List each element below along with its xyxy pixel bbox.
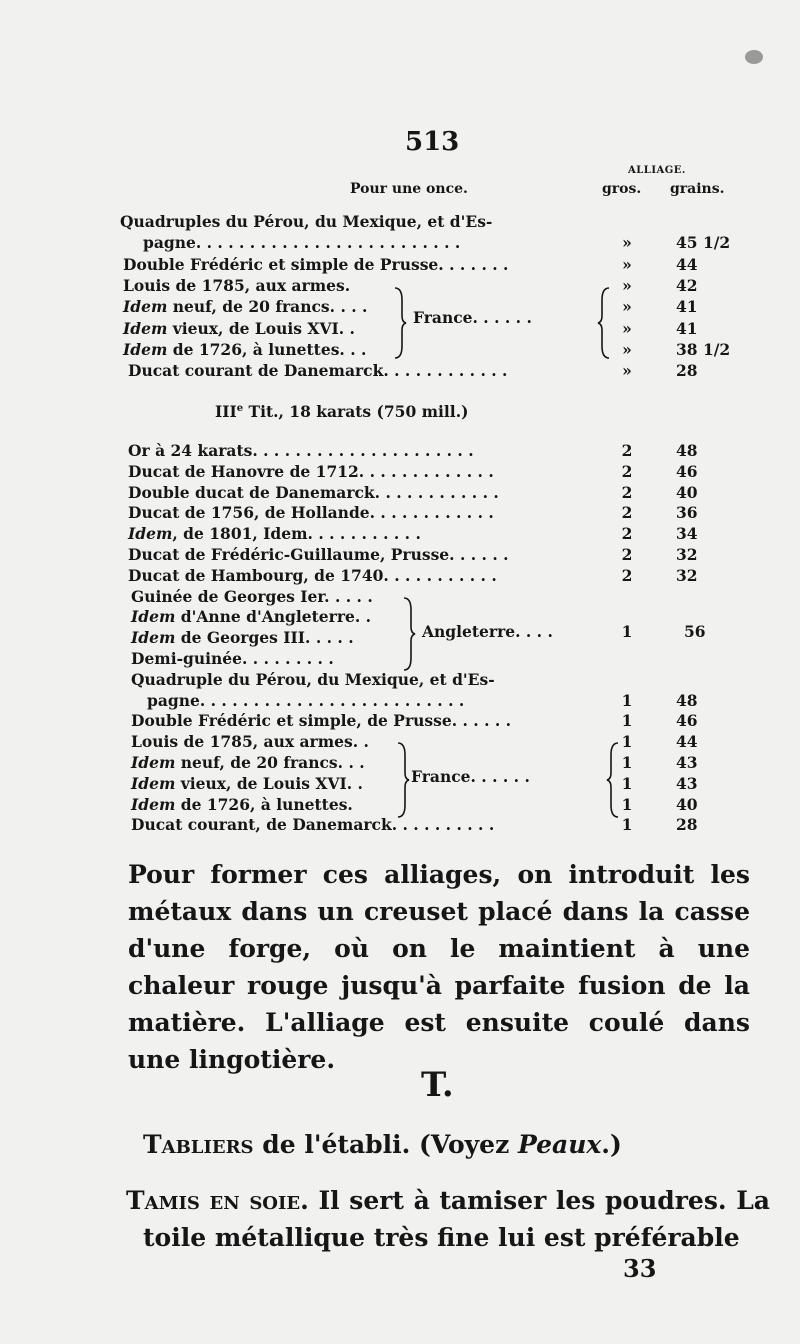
grains-value: 48 <box>676 690 698 710</box>
table-row <box>0 483 800 505</box>
coin-label: Quadruple du Pérou, du Mexique, et d'Es- <box>131 669 495 689</box>
coin-label-rest: de Georges III. . . . . <box>175 628 354 648</box>
grains-value: 44 <box>676 254 698 274</box>
coin-label: Or à 24 karats. . . . . . . . . . . . . . . . . . . . . <box>128 441 474 460</box>
coin-label <box>131 607 371 626</box>
gros-value: 1 <box>621 711 633 731</box>
coin-label <box>123 297 367 316</box>
entry-tamis <box>126 1182 770 1256</box>
table-row <box>0 628 800 650</box>
group-gros-value: 1 <box>621 622 633 641</box>
coin-label: Louis de 1785, aux armes. <box>123 275 351 295</box>
grains-column-header: grains. <box>670 181 725 197</box>
grains-value: 41 <box>676 297 698 317</box>
table-row <box>0 361 800 383</box>
gros-value: 2 <box>621 441 633 460</box>
coin-label <box>123 319 355 338</box>
entry-tabliers <box>143 1126 753 1163</box>
idem-label: Idem <box>131 753 176 772</box>
page-number: 513 <box>405 127 460 157</box>
coin-label: Ducat de 1756, de Hollande. . . . . . . . . . . . <box>128 503 494 523</box>
gros-value: 2 <box>621 503 633 523</box>
coin-label-rest: de 1726, à lunettes. . . <box>167 339 367 359</box>
gros-value: » <box>622 297 632 317</box>
table-row <box>0 566 800 588</box>
gros-value: » <box>622 275 632 295</box>
coin-label: Demi-guinée. . . . . . . . . <box>131 649 334 668</box>
column-group-header: ALLIAGE. <box>628 165 686 176</box>
cross-reference: Peaux <box>517 1130 602 1159</box>
coin-label-rest: vieux, de Louis XVI. . <box>167 318 355 338</box>
table-row <box>0 212 800 234</box>
signature-mark: 33 <box>623 1254 657 1283</box>
group-label-france: France. . . . . . <box>413 308 532 327</box>
entry-headword: Tabliers <box>143 1130 254 1159</box>
grains-value: 32 <box>676 565 698 585</box>
gros-value: 1 <box>621 690 633 710</box>
gros-value: » <box>622 361 632 381</box>
coin-label: pagne. . . . . . . . . . . . . . . . . . . . . . . . . <box>143 233 461 253</box>
table-row <box>0 524 800 546</box>
entry-headword: Tamis en soie. <box>126 1186 309 1215</box>
gros-value: 2 <box>621 545 633 564</box>
table-row <box>0 462 800 484</box>
gros-value: 1 <box>621 732 633 752</box>
entry-text-end: .) <box>601 1130 622 1159</box>
gros-value: » <box>622 233 632 253</box>
idem-label: Idem <box>131 773 176 793</box>
group-label-angleterre: Angleterre. . . . <box>422 622 553 641</box>
body-paragraph: Pour former ces alliages, on introduit les métaux dans un creuset placé dans la casse d'une forge, où on le maintient à une chaleur rouge jusqu'à parfaite fusion de la matière. L'alliage est ensuite coulé dans une lingotière. <box>128 860 750 1074</box>
grains-value: 46 <box>676 461 698 481</box>
entry-text: Il sert à tamiser les poudres. La toile métallique très fine lui est préférable <box>143 1186 770 1252</box>
table-row <box>0 503 800 525</box>
idem-label: Idem <box>131 794 176 814</box>
grains-value: 32 <box>676 545 698 564</box>
grains-value: 28 <box>676 815 698 835</box>
gros-value: » <box>622 339 632 359</box>
table-row <box>0 587 800 609</box>
gros-value: 2 <box>621 482 633 502</box>
left-brace-icon <box>396 741 410 822</box>
coin-label: Double Frédéric et simple, de Prusse. . . . . . <box>131 711 512 731</box>
idem-label: Idem <box>131 628 176 648</box>
right-brace-icon <box>597 286 611 363</box>
entry-text: de l'établi. (Voyez <box>253 1130 518 1159</box>
coin-label <box>131 774 363 793</box>
table-row <box>0 649 800 671</box>
grains-value: 44 <box>676 732 698 752</box>
coin-label: Double ducat de Danemarck. . . . . . . . . . . . <box>128 482 499 502</box>
table-row <box>0 441 800 463</box>
ink-blot-mark <box>745 50 763 64</box>
grains-value: 48 <box>676 441 698 460</box>
coin-label: Ducat courant, de Danemarck. . . . . . . . . . <box>131 815 495 835</box>
coin-label: pagne. . . . . . . . . . . . . . . . . . . . . . . . . <box>147 690 465 710</box>
grains-value: 45 1/2 <box>676 233 731 253</box>
idem-label: Idem <box>123 339 168 359</box>
group-grains-value: 56 <box>684 622 706 641</box>
grains-value: 40 <box>676 482 698 502</box>
table-subheading: IIIe Tit., 18 karats (750 mill.) <box>215 402 469 421</box>
coin-label: Quadruples du Pérou, du Mexique, et d'Es- <box>120 212 493 231</box>
grains-value: 40 <box>676 794 698 814</box>
coin-label: Ducat de Frédéric-Guillaume, Prusse. . . . . . <box>128 545 509 564</box>
unit-header: Pour une once. <box>350 181 468 197</box>
grains-value: 42 <box>676 275 698 295</box>
coin-label-rest: de 1726, à lunettes. <box>175 794 353 814</box>
gros-value: 1 <box>621 794 633 814</box>
grains-value: 38 1/2 <box>676 339 731 359</box>
coin-label: Louis de 1785, aux armes. . <box>131 732 369 752</box>
coin-label: Guinée de Georges Ier. . . . . <box>131 586 373 606</box>
table-row <box>0 233 800 255</box>
left-brace-icon <box>393 286 407 363</box>
coin-label <box>123 340 366 359</box>
table-row <box>0 607 800 629</box>
grains-value: 36 <box>676 503 698 523</box>
coin-label: Ducat de Hanovre de 1712. . . . . . . . . . . . . <box>128 461 494 481</box>
coin-label-rest: d'Anne d'Angleterre. . <box>175 607 372 627</box>
section-letter: T. <box>421 1065 454 1105</box>
gros-value: » <box>622 318 632 338</box>
grains-value: 43 <box>676 773 698 793</box>
gros-value: 2 <box>621 461 633 481</box>
grains-value: 41 <box>676 318 698 338</box>
coin-label-rest: neuf, de 20 francs. . . . <box>167 297 368 317</box>
table-row <box>0 670 800 692</box>
coin-label <box>131 628 354 647</box>
coin-label-rest: vieux, de Louis XVI. . <box>175 773 363 793</box>
grains-value: 46 <box>676 711 698 731</box>
gros-value: 1 <box>621 815 633 835</box>
grains-value: 34 <box>676 524 698 544</box>
coin-label-rest: , de 1801, Idem. . . . . . . . . . . <box>172 524 421 544</box>
grains-value: 43 <box>676 753 698 772</box>
idem-label: Idem <box>128 524 173 544</box>
idem-label: Idem <box>123 297 168 317</box>
gros-value: 1 <box>621 773 633 793</box>
group-label-france-two: France. . . . . . <box>411 767 530 786</box>
coin-label <box>131 753 365 772</box>
idem-label: Idem <box>131 607 176 627</box>
table-row <box>0 545 800 567</box>
coin-label: Double Frédéric et simple de Prusse. . . . . . . <box>123 254 509 274</box>
gros-value: » <box>622 254 632 274</box>
right-brace-icon <box>402 596 416 675</box>
right-brace-icon <box>606 741 620 822</box>
gros-value: 2 <box>621 524 633 544</box>
table-row <box>0 691 800 713</box>
coin-label <box>128 524 421 543</box>
gros-column-header: gros. <box>602 181 642 197</box>
table-row <box>0 711 800 733</box>
coin-label: Ducat courant de Danemarck. . . . . . . . . . . . <box>128 361 508 381</box>
coin-label <box>131 795 353 814</box>
gros-value: 1 <box>621 753 633 772</box>
coin-label: Ducat de Hambourg, de 1740. . . . . . . . . . . <box>128 565 497 585</box>
coin-label-rest: neuf, de 20 francs. . . <box>175 753 365 772</box>
idem-label: Idem <box>123 318 168 338</box>
table-row <box>0 255 800 277</box>
grains-value: 28 <box>676 361 698 381</box>
gros-value: 2 <box>621 565 633 585</box>
